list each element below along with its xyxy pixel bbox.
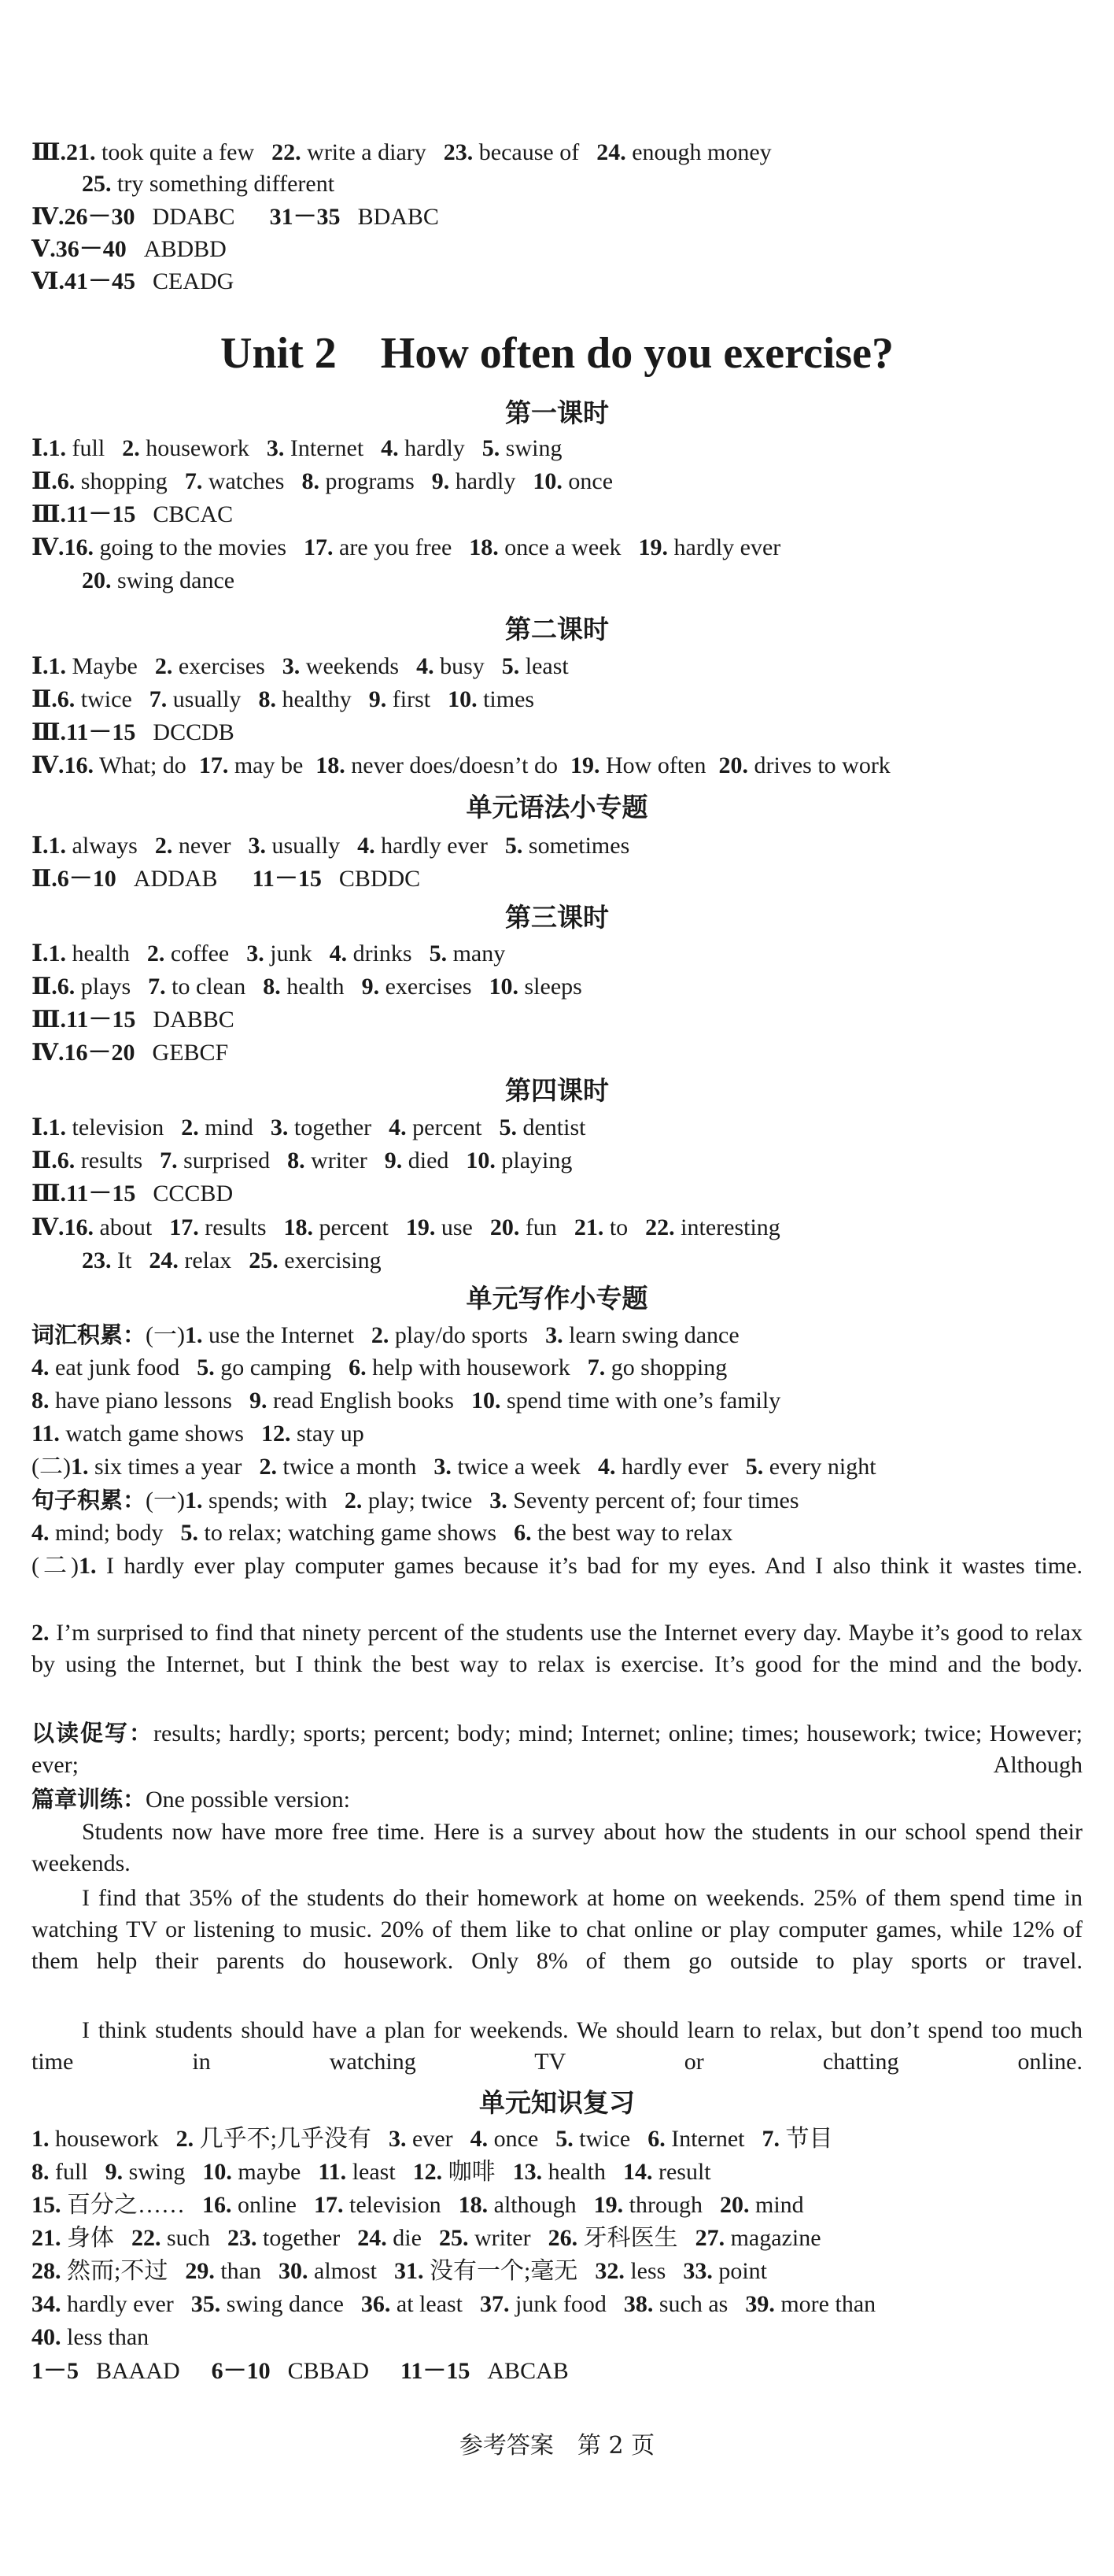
answer-item: 9. died	[384, 1148, 449, 1173]
answer-row	[31, 1517, 1083, 1549]
answer-row: Ⅲ.11－15 CCCBD	[31, 1181, 234, 1207]
answer-row: Ⅰ.1. health 2. coffee 3. junk 4. drinks 5. many	[31, 938, 1083, 970]
answer-row: Ⅱ.6－10 ADDAB 11－15 CBDDC	[31, 866, 421, 892]
answer-item: 24. enough money	[596, 139, 772, 165]
answer-item: 31. 没有一个;毫无	[394, 2258, 578, 2284]
answer-row: Ⅰ.1. always 2. never 3. usually 4. hardly ever 5. sometimes	[31, 830, 1083, 862]
answer-item: 10. playing	[466, 1148, 573, 1173]
answer-item: 5. least	[501, 653, 569, 679]
answer-item: 26. 牙科医生	[548, 2225, 678, 2251]
essay-paragraph: Students now have more free time. Here is a survey about how the students in our school spend their weekends.	[31, 1819, 1083, 1876]
answer-item: 27. magazine	[695, 2225, 821, 2251]
answer-item: 37. junk food	[480, 2291, 607, 2317]
answer-item: 35. swing dance	[190, 2291, 344, 2317]
paragraph: 2. I’m surprised to find that ninety percent of the students use the Internet every day. Maybe it’s good to relax by using the Internet, but I think the best way to relax is exercise. It’s good for the mind and the body.	[31, 1620, 1083, 1677]
answer-item: 4. busy	[416, 653, 485, 679]
answer-row	[31, 1385, 1083, 1417]
answer-item: 23. together	[227, 2225, 341, 2251]
paragraph: 以读促写：results; hardly; sports; percent; body; mind; Internet; online; times; housework; twice; However; ever; Although	[31, 1720, 1083, 1778]
answer-row: 40. less than	[31, 2324, 149, 2350]
answer-item: 8. writer	[287, 1148, 367, 1173]
unit-title: Unit 2 How often do you exercise?	[220, 329, 894, 378]
answer-item: 6. twice	[57, 686, 132, 712]
answer-item: 29. than	[185, 2258, 261, 2284]
answer-item: 12. stay up	[260, 1421, 364, 1447]
answer-item: 8. full	[31, 2159, 88, 2185]
answer-item: 22. interesting	[645, 1214, 780, 1240]
answer-row: Ⅲ.11－15 CBCAC	[31, 501, 234, 527]
answer-row	[31, 2157, 1083, 2188]
answer-item: 1. television	[48, 1114, 164, 1140]
answer-item: 23. because of	[443, 139, 580, 165]
answer-row: Ⅰ.1. Maybe 2. exercises 3. weekends 4. busy 5. least	[31, 651, 1083, 682]
answer-item: 3. junk	[246, 941, 312, 966]
answer-item: 39. more than	[745, 2291, 876, 2317]
answer-item: 4. once	[470, 2126, 539, 2152]
answer-item: 7. 节目	[762, 2126, 833, 2152]
answer-row: 20. swing dance	[82, 567, 235, 593]
answer-item: 4. drinks	[329, 941, 412, 966]
answer-item: 11. least	[318, 2159, 396, 2185]
answer-item: 6. help with housework	[349, 1355, 570, 1380]
answer-row: Ⅳ.16. What; do 17. may be 18. never does/doesn’t do 19. How often 20. drives to work	[31, 750, 1083, 782]
section-heading: 单元语法小专题	[466, 792, 648, 822]
answer-row	[31, 2190, 1083, 2221]
answer-item: 17. television	[314, 2192, 441, 2218]
answer-item: 21. 身体	[31, 2225, 114, 2251]
answer-item: 7. watches	[184, 468, 285, 494]
answer-item: 1. health	[48, 941, 130, 966]
answer-item: 5. sometimes	[504, 833, 630, 859]
essay-paragraph: I think students should have a plan for weekends. We should learn to relax, but don’t spend too much time in watching TV or chatting online.	[31, 2017, 1083, 2075]
answer-item: 17. are you free	[304, 534, 452, 560]
answer-item: 1. full	[48, 435, 105, 461]
answer-row	[82, 1245, 1114, 1277]
answer-item: 18. percent	[283, 1214, 389, 1240]
essay-paragraph: I find that 35% of the students do their homework at home on weekends. 25% of them spend time in watching TV or listening to music. 20% of them like to chat online or play computer games, while 12% of them help their parents do housework. Only 8% of them go outside to play sports or travel.	[31, 1885, 1083, 1974]
answer-item: 2. twice a month	[259, 1454, 417, 1480]
answer-item: 3. Seventy percent of; four times	[489, 1488, 799, 1513]
answer-item: 17. may be	[198, 752, 304, 778]
answer-item: 7. go shopping	[587, 1355, 728, 1380]
answer-item: 16. online	[202, 2192, 297, 2218]
answer-item: 19. How often	[570, 752, 706, 778]
answer-item: 17. results	[169, 1214, 267, 1240]
answer-item: 5. dentist	[499, 1114, 586, 1140]
answer-item: 9. exercises	[361, 974, 472, 1000]
answer-item: 5. go camping	[197, 1355, 332, 1380]
answer-item: 10. sleeps	[489, 974, 582, 1000]
answer-item: 8. programs	[301, 468, 415, 494]
answer-row: Ⅰ.1. television 2. mind 3. together 4. percent 5. dentist	[31, 1112, 1083, 1144]
section-heading: 单元写作小专题	[466, 1283, 648, 1314]
answer-item: 25. exercising	[249, 1247, 382, 1273]
answer-item: 4. hardly ever	[597, 1454, 729, 1480]
answer-row: Ⅳ.16. going to the movies 17. are you free 18. once a week 19. hardly ever	[31, 532, 1083, 564]
answer-item: 2. coffee	[146, 941, 230, 966]
answer-list	[66, 139, 789, 165]
answer-item: 21. took quite a few	[66, 139, 255, 165]
answer-item: 6. the best way to relax	[514, 1520, 733, 1546]
answer-item: 22. such	[131, 2225, 210, 2251]
answer-item: 20. fun	[489, 1214, 557, 1240]
answer-row: Ⅰ.1. full 2. housework 3. Internet 4. hardly 5. swing	[31, 433, 1083, 464]
answer-item: 16. going to the movies	[64, 534, 287, 560]
answer-item: 10. spend time with one’s family	[470, 1388, 781, 1414]
answer-item: 6. plays	[57, 974, 131, 1000]
section-heading: 第四课时	[505, 1075, 609, 1106]
answer-item: 38. such as	[623, 2291, 729, 2317]
answer-row	[31, 2289, 1083, 2320]
answer-row	[31, 1352, 1083, 1384]
answer-item: 11. watch game shows	[31, 1421, 244, 1447]
answer-row: Ⅱ.6. results 7. surprised 8. writer 9. died 10. playing	[31, 1145, 1083, 1177]
answer-item: 2. play/do sports	[371, 1322, 529, 1348]
answer-item: 10. once	[533, 468, 614, 494]
answer-item: 24. die	[357, 2225, 422, 2251]
answer-item: 23. It	[82, 1247, 132, 1273]
answer-item: 5. many	[429, 941, 506, 966]
answer-item: 1. spends; with	[185, 1488, 327, 1513]
answer-item: 20. mind	[719, 2192, 804, 2218]
roman-label: Ⅲ.	[31, 139, 67, 165]
answer-item: 2. exercises	[154, 653, 265, 679]
answer-item: 13. health	[512, 2159, 606, 2185]
answer-item: 32. less	[595, 2258, 666, 2284]
answer-item: 5. to relax; watching game shows	[180, 1520, 497, 1546]
answer-row	[31, 1418, 1083, 1450]
answer-item: 6. results	[57, 1148, 143, 1173]
answer-item: 2. housework	[122, 435, 249, 461]
answer-item: 3. learn swing dance	[545, 1322, 740, 1348]
answer-item: 7. to clean	[148, 974, 246, 1000]
answer-item: 6. Internet	[647, 2126, 745, 2152]
answer-item: 4. eat junk food	[31, 1355, 180, 1380]
answer-item: 1. six times a year	[70, 1454, 242, 1480]
answer-item: 4. hardly ever	[357, 833, 488, 859]
section-heading: 第二课时	[505, 614, 609, 645]
answer-item: 18. once a week	[469, 534, 622, 560]
answer-item: 16. What; do	[64, 752, 186, 778]
answer-item: 7. usually	[149, 686, 242, 712]
answer-row	[31, 2256, 1083, 2287]
answer-item: 8. have piano lessons	[31, 1388, 232, 1414]
answer-item: 24. relax	[149, 1247, 232, 1273]
answer-row: Ⅱ.6. shopping 7. watches 8. programs 9. hardly 10. once	[31, 466, 1083, 497]
answer-group: 11－15 ABCAB	[400, 2358, 569, 2384]
answer-row: Ⅲ.11－15 DCCDB	[31, 719, 234, 745]
answer-item: 9. swing	[105, 2159, 186, 2185]
answer-item: 15. 百分之……	[31, 2192, 185, 2218]
section-heading: 第三课时	[505, 902, 609, 933]
answer-item: 7. surprised	[160, 1148, 271, 1173]
answer-item: 9. hardly	[431, 468, 516, 494]
answer-item: 10. maybe	[202, 2159, 301, 2185]
answer-row: Ⅳ.26－30 DDABC 31－35 BDABC	[31, 204, 439, 230]
answer-item: 2. never	[154, 833, 231, 859]
section-heading: 单元知识复习	[479, 2087, 635, 2118]
answer-item: 5. swing	[481, 435, 563, 461]
answer-item: 28. 然而;不过	[31, 2258, 168, 2284]
answer-item: 3. ever	[389, 2126, 453, 2152]
section-heading: 第一课时	[505, 397, 609, 428]
answer-item: 18. although	[458, 2192, 577, 2218]
answer-row	[31, 2223, 1083, 2254]
answer-item: 1. always	[48, 833, 138, 859]
answer-row: Ⅳ.16. about 17. results 18. percent 19. use 20. fun 21. to 22. interesting	[31, 1212, 1083, 1244]
answer-row: 句子积累：(一)1. spends; with 2. play; twice 3. Seventy percent of; four times	[31, 1484, 1083, 1516]
answer-item: 9. first	[368, 686, 431, 712]
answer-item: 36. at least	[360, 2291, 463, 2317]
answer-item: 33. point	[683, 2258, 768, 2284]
answer-item: 18. never does/doesn’t do	[315, 752, 559, 778]
answer-item: 4. percent	[389, 1114, 482, 1140]
answer-item: 5. every night	[745, 1454, 876, 1480]
answer-item: 10. times	[448, 686, 535, 712]
answer-item: 2. play; twice	[344, 1488, 473, 1513]
answer-row	[31, 2356, 1083, 2387]
answer-group: 6－10 CBBAD	[211, 2358, 370, 2384]
answer-item: 4. hardly	[381, 435, 465, 461]
answer-item: 3. twice a week	[433, 1454, 581, 1480]
answer-item: 8. health	[263, 974, 345, 1000]
answer-row: Ⅱ.6. twice 7. usually 8. healthy 9. first 10. times	[31, 684, 1083, 715]
answer-row: 25. try something different	[82, 171, 335, 197]
answer-row	[31, 137, 1083, 168]
answer-item: 9. read English books	[249, 1388, 454, 1414]
answer-item: 3. Internet	[266, 435, 364, 461]
answer-item: 19. through	[593, 2192, 703, 2218]
answer-item: 4. mind; body	[31, 1520, 164, 1546]
answer-item: 19. use	[405, 1214, 473, 1240]
answer-group: 1－5 BAAAD	[31, 2358, 180, 2384]
answer-row: 词汇积累：(一)1. use the Internet 2. play/do sports 3. learn swing dance	[31, 1319, 1083, 1351]
answer-item: 19. hardly ever	[638, 534, 781, 560]
answer-item: 12. 咖啡	[412, 2159, 496, 2185]
answer-item: 1. use the Internet	[185, 1322, 354, 1348]
answer-item: 25. writer	[438, 2225, 531, 2251]
answer-item: 3. weekends	[282, 653, 400, 679]
answer-item: 3. together	[270, 1114, 372, 1140]
answer-row	[31, 2123, 1083, 2155]
paragraph: 篇章训练：One possible version:	[31, 1786, 350, 1813]
answer-item: 20. drives to work	[718, 752, 891, 778]
answer-row: Ⅵ.41－45 CEADG	[31, 268, 234, 294]
answer-item: 14. result	[622, 2159, 711, 2185]
answer-row: Ⅱ.6. plays 7. to clean 8. health 9. exercises 10. sleeps	[31, 971, 1083, 1003]
paragraph: (二)1. I hardly ever play computer games because it’s bad for my eyes. And I also think it wastes time.	[31, 1553, 1083, 1579]
answer-item: 6. shopping	[57, 468, 168, 494]
answer-item: 8. healthy	[258, 686, 352, 712]
answer-row: Ⅲ.11－15 DABBC	[31, 1007, 234, 1033]
answer-item: 1. Maybe	[48, 653, 138, 679]
answer-item: 16. about	[64, 1214, 153, 1240]
answer-item: 21. to	[574, 1214, 629, 1240]
answer-row: Ⅴ.36－40 ABDBD	[31, 236, 227, 262]
answer-item: 30. almost	[278, 2258, 377, 2284]
answer-item: 5. twice	[555, 2126, 631, 2152]
answer-row: Ⅳ.16－20 GEBCF	[31, 1040, 229, 1066]
answer-item: 22. write a diary	[271, 139, 426, 165]
answer-item: 2. mind	[181, 1114, 253, 1140]
page-footer: 参考答案 第 2 页	[459, 2432, 655, 2460]
answer-item: 2. 几乎不;几乎没有	[175, 2126, 371, 2152]
answer-item: 3. usually	[248, 833, 341, 859]
answer-item: 1. housework	[31, 2126, 159, 2152]
answer-item: 34. hardly ever	[31, 2291, 174, 2317]
answer-row: (二)1. six times a year 2. twice a month 3. twice a week 4. hardly ever 5. every night	[31, 1451, 1083, 1483]
